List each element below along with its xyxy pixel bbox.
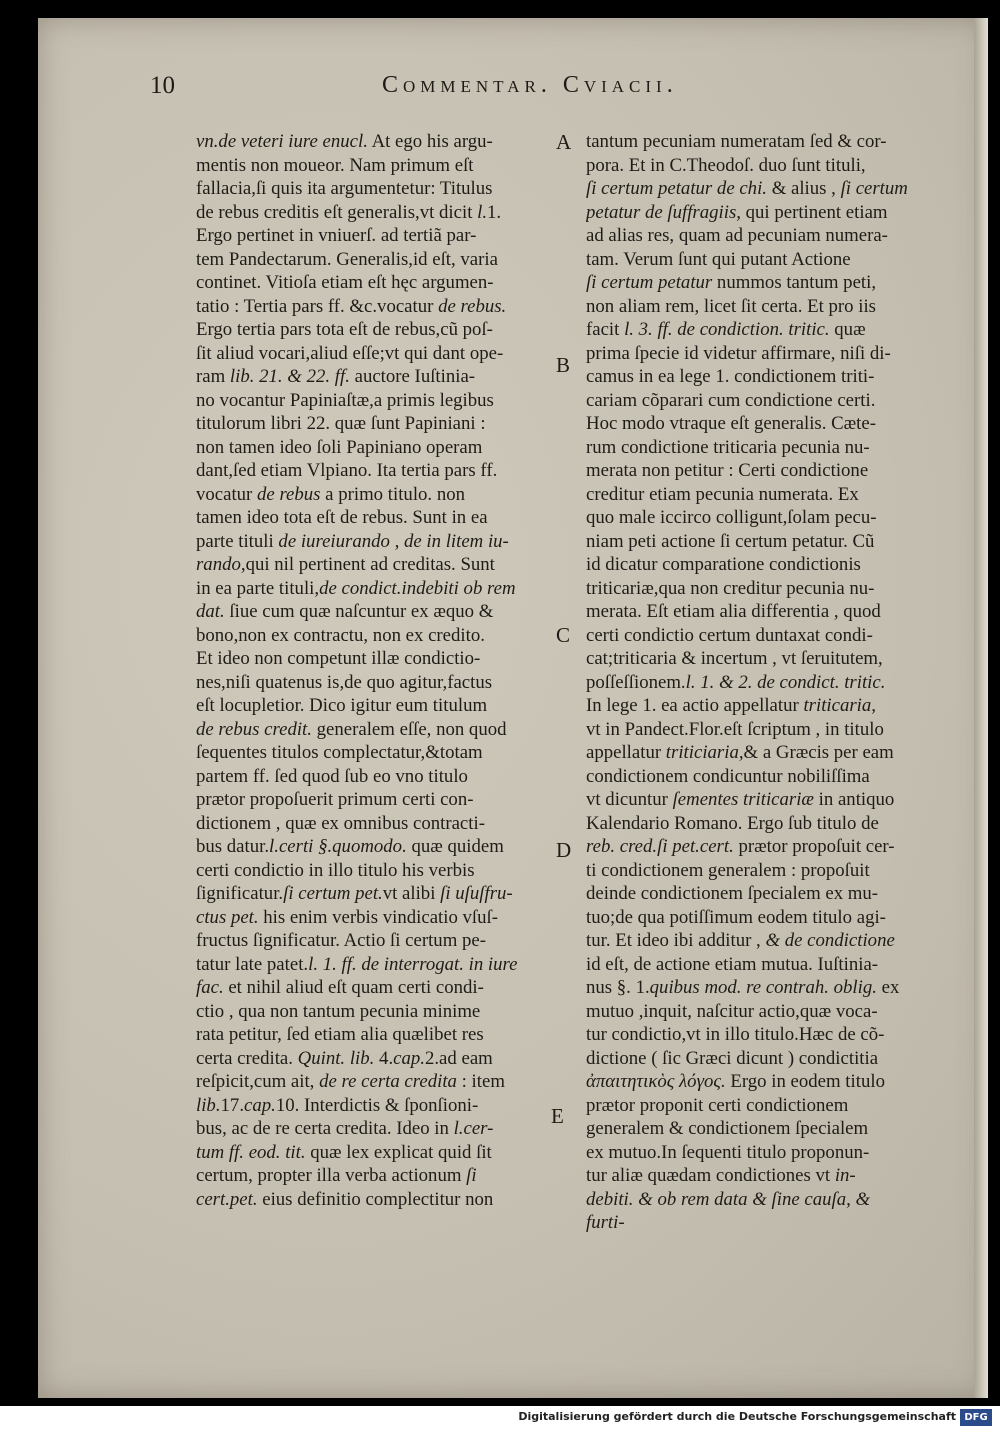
text-run: rum condictione triticaria pecunia nu- bbox=[586, 436, 870, 458]
italic-citation: lib. bbox=[196, 1094, 221, 1116]
text-run: Ergo in eodem titulo bbox=[725, 1071, 885, 1092]
text-line bbox=[196, 1164, 541, 1188]
text-line bbox=[586, 154, 931, 178]
text-line bbox=[586, 459, 931, 483]
text-run: in antiquo bbox=[813, 789, 895, 810]
text-line bbox=[586, 506, 931, 530]
text-line bbox=[586, 1141, 931, 1165]
text-run: fallacia,ſi quis ita argumentetur: Titulus bbox=[196, 178, 493, 199]
text-run: pora. Et in C.Theodoſ. duo ſunt tituli, bbox=[586, 154, 866, 176]
italic-citation: de rebus credit. bbox=[196, 718, 312, 740]
text-line bbox=[196, 647, 541, 671]
italic-citation: ſementes triticariæ bbox=[672, 789, 814, 810]
italic-citation: lib. 21. & 22. ff. bbox=[229, 366, 350, 387]
funding-notice: Digitalisierung gefördert durch die Deutsche Forschungsgemeinschaft bbox=[518, 1410, 956, 1423]
text-line bbox=[196, 553, 541, 577]
italic-citation: l.cer- bbox=[453, 1118, 494, 1139]
text-run: generalem eſſe, non quod bbox=[311, 718, 507, 740]
italic-citation: l.certi §.quomodo. bbox=[269, 836, 407, 857]
text-line bbox=[196, 694, 541, 718]
text-run: partem ff. ſed quod ſub eo vno titulo bbox=[196, 765, 468, 787]
text-run: mutuo ,inquit, naſcitur actio,quæ voca- bbox=[586, 1000, 878, 1022]
text-run: ram bbox=[196, 366, 230, 387]
text-line bbox=[196, 1117, 541, 1141]
text-line bbox=[196, 295, 541, 319]
text-run: 1. bbox=[487, 201, 502, 223]
text-line bbox=[196, 765, 541, 789]
text-line bbox=[196, 318, 541, 342]
text-run: nus §. 1. bbox=[586, 977, 650, 998]
text-line bbox=[586, 553, 931, 577]
text-run: qui pertinent etiam bbox=[740, 201, 888, 223]
text-line bbox=[196, 130, 541, 154]
italic-citation: de rebus bbox=[257, 483, 321, 505]
text-run: poſſeſſionem. bbox=[586, 671, 686, 693]
text-line bbox=[586, 1023, 931, 1047]
italic-citation: ſi bbox=[466, 1165, 477, 1186]
text-run: dant,ſed etiam Vlpiano. Ita tertia pars ff. bbox=[196, 460, 498, 481]
text-run: : item bbox=[456, 1071, 505, 1092]
text-line bbox=[586, 906, 931, 930]
text-line bbox=[586, 1211, 931, 1235]
text-run: merata non petitur : Certi condictione bbox=[586, 460, 869, 481]
text-run: in ea parte tituli, bbox=[196, 577, 320, 599]
text-run: quæ lex explicat quid ſit bbox=[305, 1141, 492, 1163]
text-run: vt dicuntur bbox=[586, 789, 673, 810]
italic-citation: cap. bbox=[244, 1094, 276, 1116]
text-run: ſignificatur. bbox=[196, 883, 284, 904]
text-line bbox=[586, 647, 931, 671]
text-run: Et ideo non competunt illæ condictio- bbox=[196, 648, 481, 669]
text-line bbox=[196, 1141, 541, 1165]
margin-letter-d: D bbox=[556, 838, 572, 862]
text-run: eius definitio complectitur non bbox=[257, 1188, 494, 1210]
italic-citation: rando, bbox=[196, 554, 246, 575]
text-run: eſt locupletior. Dico igitur eum titulum bbox=[196, 695, 488, 716]
italic-citation: & de condictione bbox=[765, 930, 895, 951]
text-run: ſequentes titulos complectatur,&totam bbox=[196, 742, 483, 763]
text-run: At ego his argu- bbox=[367, 131, 493, 152]
text-run: Ergo tertia pars tota eſt de rebus,cũ poſ- bbox=[196, 319, 493, 340]
text-run: non tamen ideo ſoli Papiniano operam bbox=[196, 436, 483, 458]
text-line bbox=[586, 1047, 931, 1071]
text-line bbox=[586, 201, 931, 225]
text-line bbox=[586, 412, 931, 436]
text-run: tatio : Tertia pars ff. &c.vocatur bbox=[196, 295, 439, 317]
text-line bbox=[586, 1188, 931, 1212]
text-line bbox=[196, 436, 541, 460]
italic-citation: ſi certum pet. bbox=[283, 883, 383, 904]
text-run: titulorum libri 22. quæ ſunt Papiniani : bbox=[196, 413, 486, 434]
text-run: de rebus creditis eſt generalis,vt dicit bbox=[196, 201, 478, 223]
text-line bbox=[196, 718, 541, 742]
text-line bbox=[196, 530, 541, 554]
text-run: certum, propter illa verba actionum bbox=[196, 1165, 467, 1186]
running-head: Commentar. Cviacii. bbox=[382, 72, 678, 98]
text-run: id eſt, de actione etiam mutua. Iuſtinia- bbox=[586, 953, 879, 975]
italic-citation: in- bbox=[834, 1165, 856, 1186]
text-run: Kalendario Romano. Ergo ſub titulo de bbox=[586, 812, 879, 834]
text-run: rata petitur, ſed etiam alia quælibet res bbox=[196, 1024, 484, 1045]
text-line bbox=[196, 1000, 541, 1024]
text-run: camus in ea lege 1. condictionem triti- bbox=[586, 366, 875, 387]
text-run: ctio , qua non tantum pecunia minime bbox=[196, 1000, 481, 1022]
text-line bbox=[196, 577, 541, 601]
italic-citation: tum ff. eod. tit. bbox=[196, 1141, 306, 1163]
text-line bbox=[586, 130, 931, 154]
text-run: condictionem condicuntur nobiliſſima bbox=[586, 765, 870, 787]
italic-citation: de condict.indebiti ob rem bbox=[319, 577, 516, 599]
text-line bbox=[586, 788, 931, 812]
text-line bbox=[586, 882, 931, 906]
text-run: In lege 1. ea actio appellatur bbox=[586, 695, 804, 716]
text-run: tem Pandectarum. Generalis,id eſt, varia bbox=[196, 248, 498, 270]
text-run: certi condictio in illo titulo his verbis bbox=[196, 859, 475, 881]
text-line bbox=[196, 1023, 541, 1047]
text-run: bus datur. bbox=[196, 836, 270, 857]
margin-letter-b: B bbox=[556, 353, 571, 377]
italic-citation: quibus mod. re contrah. oblig. bbox=[649, 977, 877, 998]
text-line bbox=[196, 483, 541, 507]
text-run: tuo;de qua potiſſimum eodem titulo agi- bbox=[586, 906, 886, 928]
italic-citation: triticiaria, bbox=[665, 742, 744, 763]
text-run: bono,non ex contractu, non ex credito. bbox=[196, 624, 485, 646]
text-line bbox=[586, 271, 931, 295]
text-run: reſpicit,cum ait, bbox=[196, 1071, 320, 1092]
text-run: tur condictio,vt in illo titulo.Hæc de cõ- bbox=[586, 1024, 885, 1045]
italic-citation: petatur de ſuffragiis, bbox=[586, 201, 741, 223]
text-run: quæ quidem bbox=[406, 836, 504, 857]
footer-bar bbox=[0, 1406, 1000, 1431]
text-line bbox=[586, 365, 931, 389]
text-line bbox=[196, 953, 541, 977]
text-line bbox=[586, 295, 931, 319]
italic-citation: cap. bbox=[393, 1047, 425, 1069]
text-run: certa credita. bbox=[196, 1047, 298, 1069]
text-run: vt alibi bbox=[382, 883, 441, 904]
text-line bbox=[196, 882, 541, 906]
italic-citation: l. bbox=[477, 201, 488, 223]
text-run: mentis non moueor. Nam primum eſt bbox=[196, 154, 474, 176]
text-run: ſiue cum quæ naſcuntur ex æquo & bbox=[224, 601, 494, 622]
text-line bbox=[586, 953, 931, 977]
italic-citation: ſi certum bbox=[840, 178, 908, 199]
text-run: merata. Eſt etiam alia differentia , quod bbox=[586, 601, 881, 622]
text-run: fructus ſignificatur. Actio ſi certum pe- bbox=[196, 930, 486, 951]
text-line bbox=[586, 694, 931, 718]
italic-citation: reb. cred.ſi pet.cert. bbox=[586, 836, 734, 857]
italic-citation: ſi certum petatur de chi. bbox=[586, 178, 767, 199]
text-line bbox=[196, 154, 541, 178]
text-line bbox=[196, 365, 541, 389]
text-run: prætor propoſuit cer- bbox=[733, 836, 895, 857]
text-run: tatur late patet. bbox=[196, 953, 309, 975]
text-run: tam. Verum ſunt qui putant Actione bbox=[586, 248, 851, 270]
text-line bbox=[586, 929, 931, 953]
text-run: Hoc modo vtraque eſt generalis. Cæte- bbox=[586, 413, 876, 434]
text-line bbox=[196, 177, 541, 201]
italic-citation: l. 1. & 2. de condict. tritic. bbox=[685, 671, 886, 693]
text-run: tamen ideo tota eſt de rebus. Sunt in ea bbox=[196, 507, 488, 528]
page-header bbox=[150, 72, 950, 112]
text-line bbox=[586, 483, 931, 507]
text-line bbox=[196, 976, 541, 1000]
text-run: quæ bbox=[829, 319, 866, 340]
text-line bbox=[196, 835, 541, 859]
text-line bbox=[196, 788, 541, 812]
text-line bbox=[196, 248, 541, 272]
text-line bbox=[196, 201, 541, 225]
text-run: certi condictio certum duntaxat condi- bbox=[586, 624, 873, 646]
text-line bbox=[196, 389, 541, 413]
text-line bbox=[586, 318, 931, 342]
margin-letter-e: E bbox=[551, 1104, 564, 1128]
text-run: quo male iccirco colligunt,ſolam pecu- bbox=[586, 507, 877, 528]
right-text-column bbox=[586, 130, 931, 1235]
text-run: no vocantur Papiniaſtæ,a primis legibus bbox=[196, 389, 494, 411]
text-line bbox=[196, 224, 541, 248]
text-line bbox=[196, 929, 541, 953]
text-run: qui nil pertinent ad creditas. Sunt bbox=[245, 554, 495, 575]
text-line bbox=[196, 342, 541, 366]
text-line bbox=[586, 835, 931, 859]
text-run: parte tituli bbox=[196, 530, 279, 552]
text-run: dictionem , quæ ex omnibus contracti- bbox=[196, 812, 485, 834]
italic-citation: furti- bbox=[586, 1212, 625, 1233]
text-line bbox=[586, 577, 931, 601]
text-line bbox=[586, 530, 931, 554]
text-line bbox=[196, 1094, 541, 1118]
text-run: 17. bbox=[220, 1094, 245, 1116]
text-run: cat;triticaria & incertum , vt ſeruitutem, bbox=[586, 648, 883, 669]
text-run: tur aliæ quædam condictiones vt bbox=[586, 1165, 835, 1186]
text-run: prima ſpecie id videtur affirmare, niſi di- bbox=[586, 342, 891, 364]
text-line bbox=[586, 342, 931, 366]
text-run: cariam cõparari cum condictione certi. bbox=[586, 389, 876, 411]
page-number: 10 bbox=[150, 72, 175, 99]
italic-citation: de re certa credita bbox=[319, 1071, 457, 1092]
italic-citation: de iureiurando , de in litem iu- bbox=[278, 530, 509, 552]
dfg-logo: DFG bbox=[960, 1409, 992, 1426]
text-line bbox=[196, 741, 541, 765]
italic-citation: fac. bbox=[196, 977, 224, 998]
text-run: dictione ( ſic Græci dicunt ) condictitia bbox=[586, 1047, 879, 1069]
text-line bbox=[196, 906, 541, 930]
text-line bbox=[196, 459, 541, 483]
text-run: 10. Interdictis & ſponſioni- bbox=[275, 1094, 479, 1116]
text-run: & alius , bbox=[767, 178, 841, 199]
text-run: continet. Vitioſa etiam eſt hęc argumen- bbox=[196, 272, 494, 293]
italic-citation: dat. bbox=[196, 601, 225, 622]
text-line bbox=[586, 1000, 931, 1024]
italic-citation: Quint. lib. bbox=[297, 1047, 375, 1069]
text-run: generalem & condictionem ſpecialem bbox=[586, 1118, 869, 1139]
text-line bbox=[586, 765, 931, 789]
italic-citation: de rebus. bbox=[438, 295, 507, 317]
text-line bbox=[196, 671, 541, 695]
text-run: facit bbox=[586, 319, 625, 340]
text-run: id dicatur comparatione condictionis bbox=[586, 554, 861, 575]
text-run: nes,niſi quatenus is,de quo agitur,factus bbox=[196, 671, 493, 693]
text-line bbox=[586, 177, 931, 201]
italic-citation: cert.pet. bbox=[196, 1188, 258, 1210]
text-line bbox=[196, 506, 541, 530]
text-line bbox=[586, 1164, 931, 1188]
text-run: et nihil aliud eſt quam certi condi- bbox=[223, 977, 484, 998]
text-line bbox=[586, 976, 931, 1000]
text-line bbox=[196, 1070, 541, 1094]
italic-citation: debiti. & ob rem data & ſine cauſa, & bbox=[586, 1188, 871, 1210]
text-line bbox=[586, 389, 931, 413]
text-line bbox=[586, 859, 931, 883]
text-run: tur. Et ideo ibi additur , bbox=[586, 930, 766, 951]
text-line bbox=[196, 412, 541, 436]
text-run: prætor propoſuerit primum certi con- bbox=[196, 789, 474, 810]
text-run: creditur etiam pecunia numerata. Ex bbox=[586, 483, 859, 505]
text-run: 2.ad eam bbox=[424, 1047, 493, 1069]
italic-citation: triticaria, bbox=[803, 695, 876, 716]
text-run: ad alias res, quam ad pecuniam numera- bbox=[586, 225, 888, 246]
text-line bbox=[586, 224, 931, 248]
text-line bbox=[586, 600, 931, 624]
text-line bbox=[586, 671, 931, 695]
text-line bbox=[586, 248, 931, 272]
text-line bbox=[196, 1047, 541, 1071]
text-run: vocatur bbox=[196, 483, 258, 505]
text-line bbox=[586, 436, 931, 460]
text-line bbox=[586, 1070, 931, 1094]
text-run: non aliam rem, licet ſit certa. Et pro iis bbox=[586, 295, 876, 317]
italic-citation: l. 3. ff. de condiction. tritic. bbox=[624, 319, 830, 340]
left-text-column bbox=[196, 130, 541, 1211]
text-line bbox=[196, 859, 541, 883]
text-run: a primo titulo. non bbox=[320, 483, 465, 505]
text-line bbox=[196, 600, 541, 624]
text-line bbox=[196, 1188, 541, 1212]
text-run: nummos tantum peti, bbox=[712, 272, 877, 293]
margin-letter-a: A bbox=[556, 130, 572, 154]
text-run: appellatur bbox=[586, 742, 666, 763]
margin-letter-c: C bbox=[556, 623, 571, 647]
text-run: ex mutuo.In ſequenti titulo proponun- bbox=[586, 1141, 870, 1163]
text-run: & a Græcis per eam bbox=[743, 742, 894, 763]
text-run: triticariæ,qua non creditur pecunia nu- bbox=[586, 577, 875, 599]
italic-citation: l. 1. ff. de interrogat. in iure bbox=[308, 953, 518, 975]
text-run: Ergo pertinet in vniuerſ. ad tertiã par- bbox=[196, 225, 477, 246]
italic-citation: ctus pet. bbox=[196, 906, 259, 928]
text-run: niam peti actione ſi certum petatur. Cũ bbox=[586, 530, 875, 552]
text-run: ti condictionem generalem : propoſuit bbox=[586, 859, 870, 881]
text-run: prætor proponit certi condictionem bbox=[586, 1094, 849, 1116]
text-line bbox=[586, 1094, 931, 1118]
text-run: his enim verbis vindicatio vſuſ- bbox=[258, 906, 499, 928]
text-run: deinde condictionem ſpecialem ex mu- bbox=[586, 883, 879, 904]
text-line bbox=[586, 624, 931, 648]
text-line bbox=[586, 718, 931, 742]
text-run: ex bbox=[876, 977, 900, 998]
text-run: vt in Pandect.Flor.eſt ſcriptum , in titulo bbox=[586, 718, 884, 740]
text-line bbox=[586, 1117, 931, 1141]
italic-citation: ſi certum petatur bbox=[586, 272, 713, 293]
italic-citation: ſi uſuſfru- bbox=[440, 883, 513, 904]
text-run: bus, ac de re certa credita. Ideo in bbox=[196, 1118, 454, 1139]
text-line bbox=[586, 812, 931, 836]
text-line bbox=[586, 741, 931, 765]
text-line bbox=[196, 812, 541, 836]
text-run: ſit aliud vocari,aliud eſſe;vt qui dant ope- bbox=[196, 342, 504, 364]
text-run: 4. bbox=[374, 1047, 394, 1069]
text-line bbox=[196, 624, 541, 648]
italic-citation: ἀπαιτητικὸς λόγος. bbox=[586, 1071, 726, 1092]
italic-citation: vn.de veteri iure enucl. bbox=[196, 131, 368, 152]
text-run: auctore Iuſtinia- bbox=[349, 366, 476, 387]
text-run: tantum pecuniam numeratam ſed & cor- bbox=[586, 131, 887, 152]
text-line bbox=[196, 271, 541, 295]
